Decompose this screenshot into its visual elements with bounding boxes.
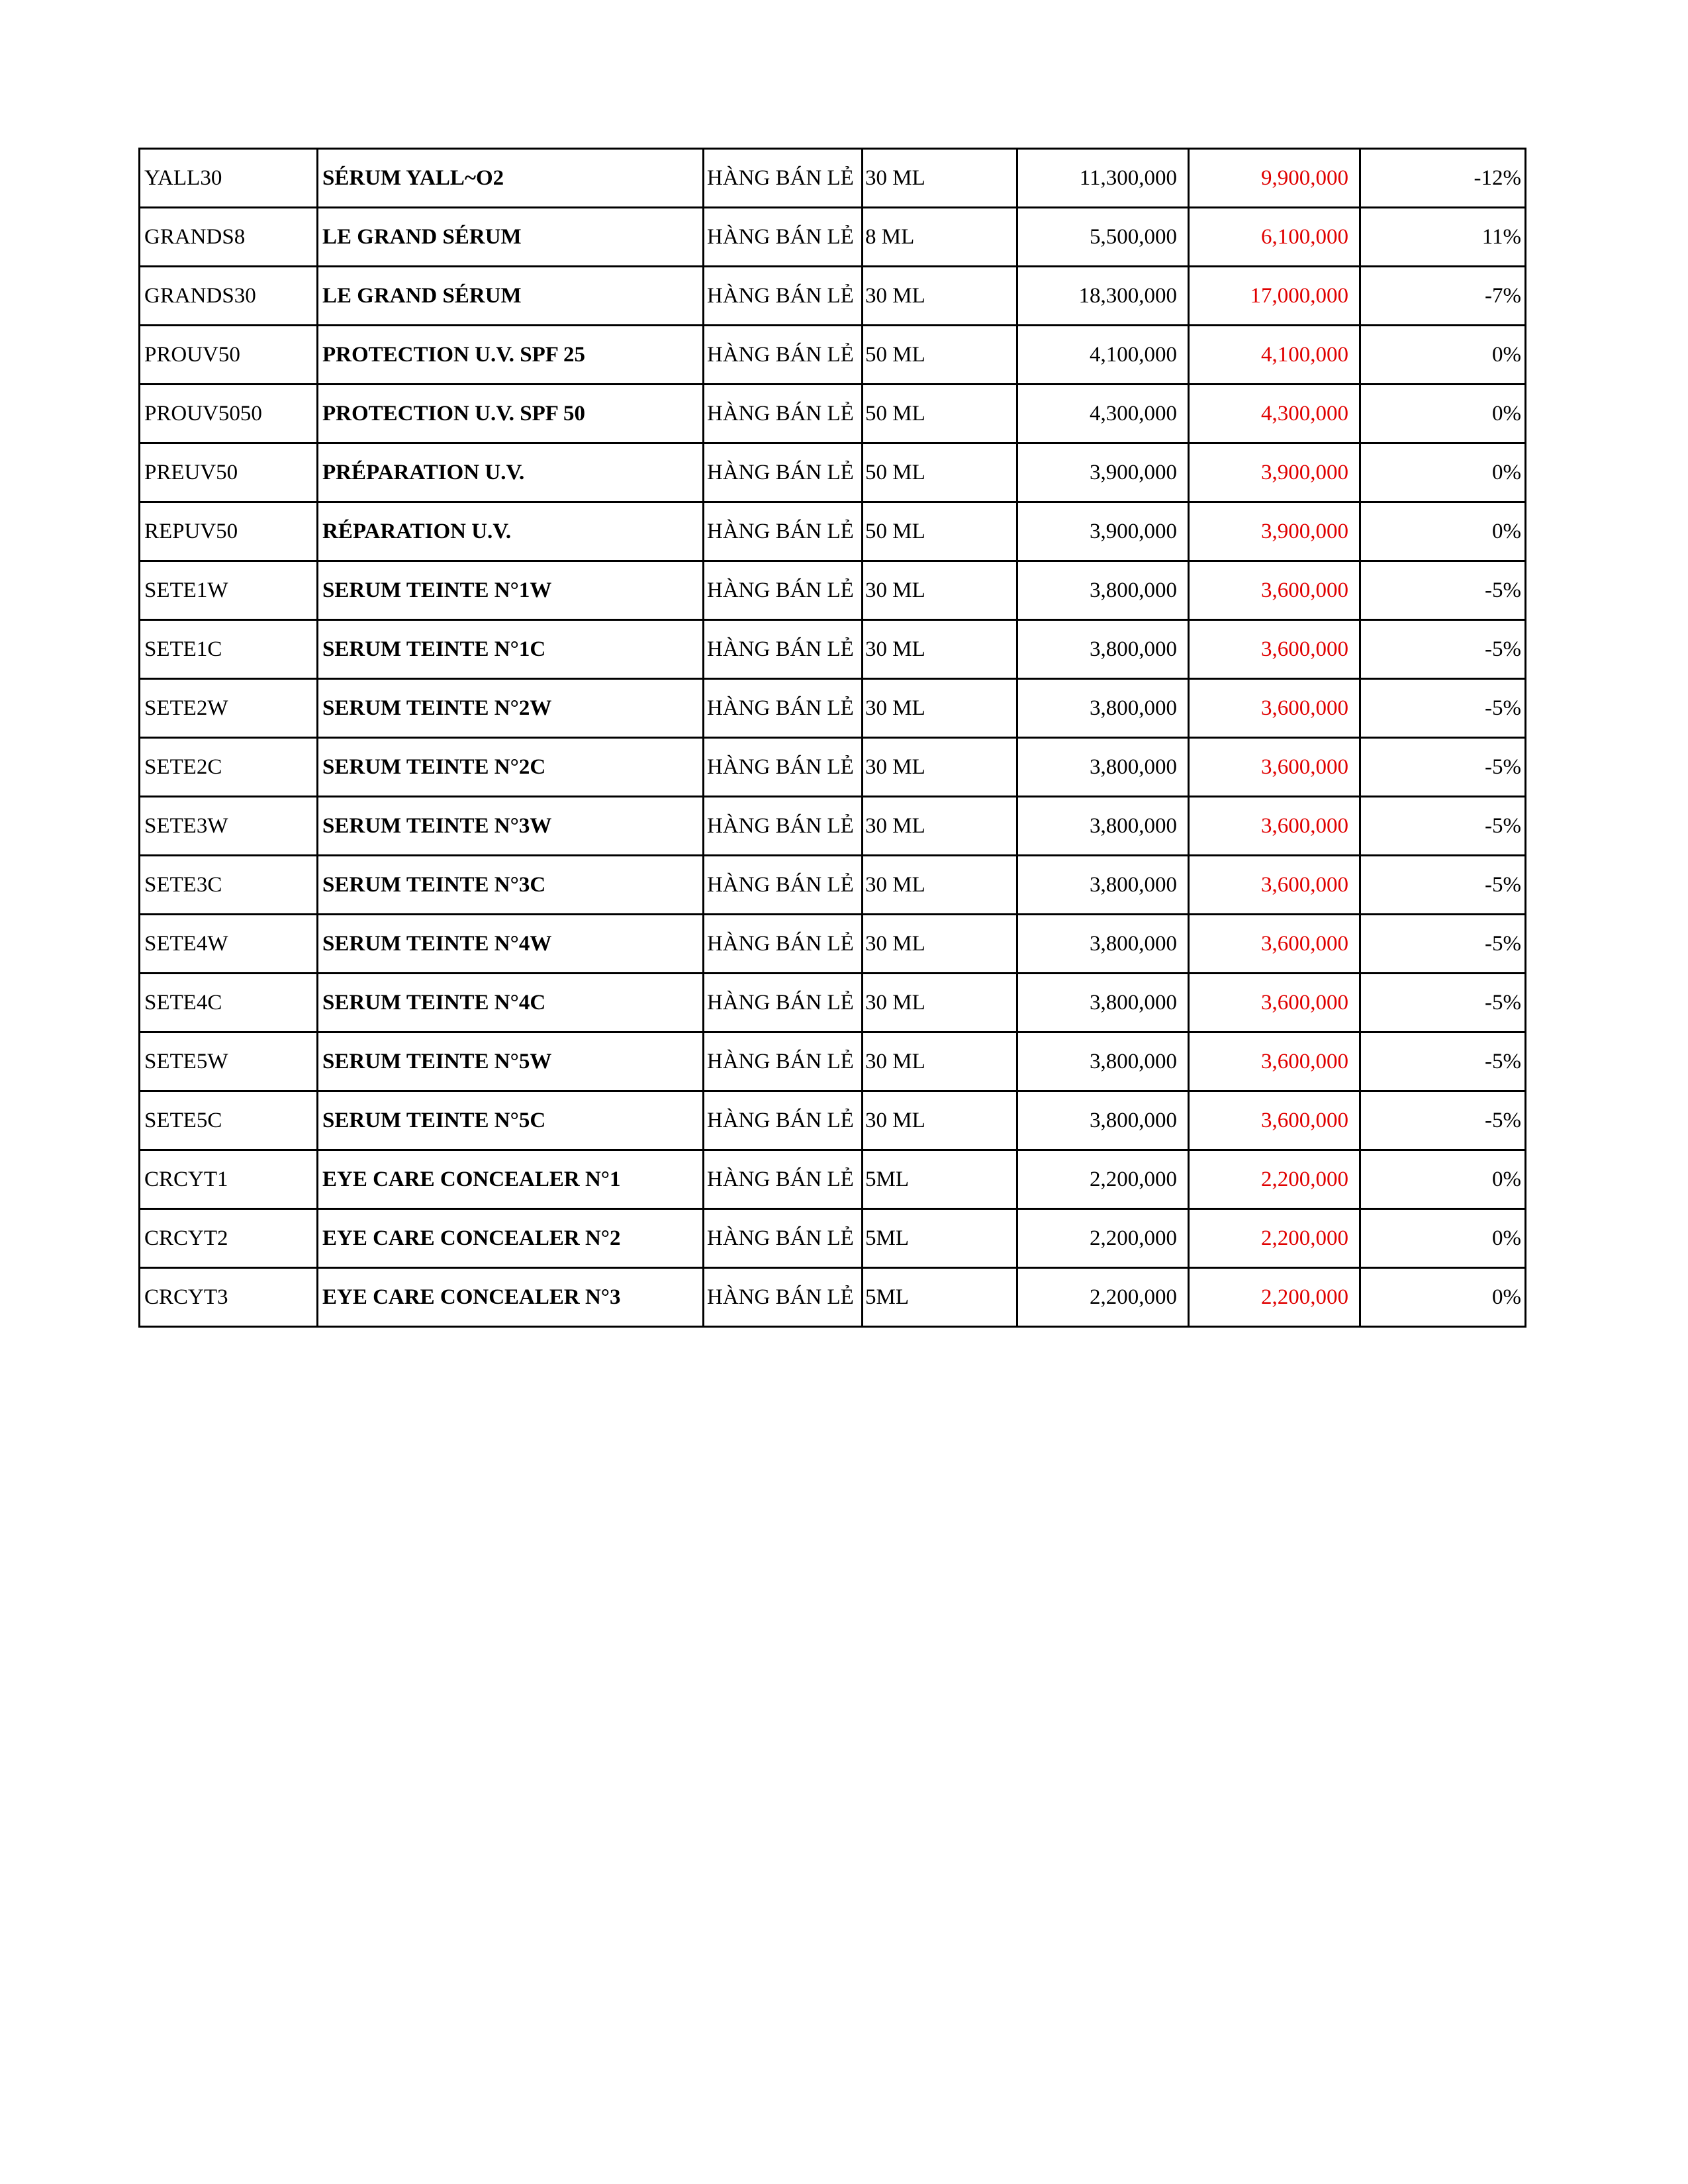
new-price-cell: 3,900,000 [1189, 443, 1360, 502]
sale-type-cell: HÀNG BÁN LẺ [704, 385, 863, 443]
new-price-cell: 3,600,000 [1189, 974, 1360, 1032]
product-name-cell: SERUM TEINTE N°3W [318, 797, 704, 856]
price-change-cell: 0% [1360, 1150, 1526, 1209]
old-price-cell: 3,800,000 [1017, 620, 1189, 679]
old-price-cell: 3,800,000 [1017, 679, 1189, 738]
product-code-cell: YALL30 [140, 149, 318, 208]
new-price-cell: 3,600,000 [1189, 679, 1360, 738]
product-code-cell: SETE4C [140, 974, 318, 1032]
size-cell: 30 ML [863, 679, 1017, 738]
sale-type-cell: HÀNG BÁN LẺ [704, 1150, 863, 1209]
size-cell: 30 ML [863, 267, 1017, 326]
product-code-cell: SETE5C [140, 1091, 318, 1150]
product-name-cell: RÉPARATION U.V. [318, 502, 704, 561]
size-cell: 5ML [863, 1268, 1017, 1327]
price-change-cell: 0% [1360, 1209, 1526, 1268]
price-change-cell: -5% [1360, 620, 1526, 679]
price-change-cell: -12% [1360, 149, 1526, 208]
old-price-cell: 4,300,000 [1017, 385, 1189, 443]
table-row [140, 267, 1526, 326]
price-change-cell: -5% [1360, 1091, 1526, 1150]
sale-type-cell: HÀNG BÁN LẺ [704, 208, 863, 267]
size-cell: 50 ML [863, 385, 1017, 443]
product-code-cell: REPUV50 [140, 502, 318, 561]
table-row [140, 856, 1526, 915]
old-price-cell: 3,800,000 [1017, 797, 1189, 856]
price-change-cell: -5% [1360, 856, 1526, 915]
product-code-cell: SETE1W [140, 561, 318, 620]
old-price-cell: 3,800,000 [1017, 561, 1189, 620]
sale-type-cell: HÀNG BÁN LẺ [704, 974, 863, 1032]
price-change-cell: -5% [1360, 679, 1526, 738]
product-code-cell: SETE2C [140, 738, 318, 797]
price-change-cell: 0% [1360, 1268, 1526, 1327]
table-row [140, 443, 1526, 502]
product-code-cell: CRCYT3 [140, 1268, 318, 1327]
sale-type-cell: HÀNG BÁN LẺ [704, 1032, 863, 1091]
product-code-cell: SETE2W [140, 679, 318, 738]
product-name-cell: SERUM TEINTE N°5C [318, 1091, 704, 1150]
table-body [140, 149, 1526, 1327]
product-code-cell: CRCYT1 [140, 1150, 318, 1209]
product-code-cell: SETE1C [140, 620, 318, 679]
size-cell: 5ML [863, 1209, 1017, 1268]
size-cell: 30 ML [863, 561, 1017, 620]
price-change-cell: -5% [1360, 974, 1526, 1032]
new-price-cell: 6,100,000 [1189, 208, 1360, 267]
new-price-cell: 17,000,000 [1189, 267, 1360, 326]
table-row [140, 1091, 1526, 1150]
product-code-cell: CRCYT2 [140, 1209, 318, 1268]
sale-type-cell: HÀNG BÁN LẺ [704, 1209, 863, 1268]
size-cell: 30 ML [863, 856, 1017, 915]
old-price-cell: 3,900,000 [1017, 502, 1189, 561]
size-cell: 30 ML [863, 1091, 1017, 1150]
product-name-cell: PROTECTION U.V. SPF 50 [318, 385, 704, 443]
old-price-cell: 2,200,000 [1017, 1268, 1189, 1327]
price-change-cell: -5% [1360, 561, 1526, 620]
size-cell: 30 ML [863, 620, 1017, 679]
old-price-cell: 3,800,000 [1017, 738, 1189, 797]
new-price-cell: 2,200,000 [1189, 1268, 1360, 1327]
size-cell: 50 ML [863, 326, 1017, 385]
sale-type-cell: HÀNG BÁN LẺ [704, 502, 863, 561]
old-price-cell: 3,800,000 [1017, 1091, 1189, 1150]
table-row [140, 561, 1526, 620]
price-change-cell: -5% [1360, 797, 1526, 856]
old-price-cell: 3,800,000 [1017, 915, 1189, 974]
sale-type-cell: HÀNG BÁN LẺ [704, 561, 863, 620]
sale-type-cell: HÀNG BÁN LẺ [704, 738, 863, 797]
sale-type-cell: HÀNG BÁN LẺ [704, 915, 863, 974]
old-price-cell: 2,200,000 [1017, 1209, 1189, 1268]
price-change-cell: 0% [1360, 502, 1526, 561]
product-code-cell: GRANDS30 [140, 267, 318, 326]
sale-type-cell: HÀNG BÁN LẺ [704, 797, 863, 856]
new-price-cell: 2,200,000 [1189, 1150, 1360, 1209]
size-cell: 30 ML [863, 149, 1017, 208]
new-price-cell: 3,600,000 [1189, 738, 1360, 797]
size-cell: 30 ML [863, 738, 1017, 797]
table-row [140, 1209, 1526, 1268]
sale-type-cell: HÀNG BÁN LẺ [704, 1091, 863, 1150]
product-name-cell: SERUM TEINTE N°4W [318, 915, 704, 974]
sale-type-cell: HÀNG BÁN LẺ [704, 679, 863, 738]
product-code-cell: GRANDS8 [140, 208, 318, 267]
price-change-cell: 0% [1360, 443, 1526, 502]
old-price-cell: 3,800,000 [1017, 1032, 1189, 1091]
table-row [140, 974, 1526, 1032]
table-row [140, 1268, 1526, 1327]
product-code-cell: PREUV50 [140, 443, 318, 502]
new-price-cell: 4,100,000 [1189, 326, 1360, 385]
product-code-cell: SETE4W [140, 915, 318, 974]
price-change-cell: 0% [1360, 326, 1526, 385]
product-name-cell: LE GRAND SÉRUM [318, 208, 704, 267]
table-row [140, 149, 1526, 208]
sale-type-cell: HÀNG BÁN LẺ [704, 149, 863, 208]
price-change-cell: -5% [1360, 1032, 1526, 1091]
new-price-cell: 3,600,000 [1189, 620, 1360, 679]
old-price-cell: 18,300,000 [1017, 267, 1189, 326]
product-name-cell: LE GRAND SÉRUM [318, 267, 704, 326]
sale-type-cell: HÀNG BÁN LẺ [704, 326, 863, 385]
product-name-cell: SERUM TEINTE N°1C [318, 620, 704, 679]
table-row [140, 1032, 1526, 1091]
new-price-cell: 4,300,000 [1189, 385, 1360, 443]
sale-type-cell: HÀNG BÁN LẺ [704, 267, 863, 326]
product-name-cell: SERUM TEINTE N°3C [318, 856, 704, 915]
size-cell: 30 ML [863, 974, 1017, 1032]
table-row [140, 326, 1526, 385]
old-price-cell: 3,900,000 [1017, 443, 1189, 502]
price-change-cell: 11% [1360, 208, 1526, 267]
old-price-cell: 11,300,000 [1017, 149, 1189, 208]
table-row [140, 1150, 1526, 1209]
new-price-cell: 3,600,000 [1189, 1032, 1360, 1091]
price-change-cell: -5% [1360, 738, 1526, 797]
price-table [138, 148, 1526, 1328]
old-price-cell: 4,100,000 [1017, 326, 1189, 385]
new-price-cell: 3,600,000 [1189, 797, 1360, 856]
price-change-cell: 0% [1360, 385, 1526, 443]
product-name-cell: SERUM TEINTE N°1W [318, 561, 704, 620]
size-cell: 8 ML [863, 208, 1017, 267]
table-row [140, 620, 1526, 679]
new-price-cell: 3,900,000 [1189, 502, 1360, 561]
size-cell: 30 ML [863, 1032, 1017, 1091]
new-price-cell: 3,600,000 [1189, 915, 1360, 974]
product-name-cell: PROTECTION U.V. SPF 25 [318, 326, 704, 385]
price-change-cell: -5% [1360, 915, 1526, 974]
table-row [140, 385, 1526, 443]
new-price-cell: 3,600,000 [1189, 1091, 1360, 1150]
product-code-cell: PROUV5050 [140, 385, 318, 443]
table-row [140, 797, 1526, 856]
product-name-cell: SERUM TEINTE N°2C [318, 738, 704, 797]
new-price-cell: 2,200,000 [1189, 1209, 1360, 1268]
new-price-cell: 3,600,000 [1189, 856, 1360, 915]
size-cell: 5ML [863, 1150, 1017, 1209]
size-cell: 50 ML [863, 502, 1017, 561]
table-row [140, 915, 1526, 974]
new-price-cell: 9,900,000 [1189, 149, 1360, 208]
old-price-cell: 3,800,000 [1017, 974, 1189, 1032]
product-code-cell: SETE5W [140, 1032, 318, 1091]
table-row [140, 502, 1526, 561]
sale-type-cell: HÀNG BÁN LẺ [704, 856, 863, 915]
product-code-cell: PROUV50 [140, 326, 318, 385]
product-name-cell: SERUM TEINTE N°4C [318, 974, 704, 1032]
table-row [140, 738, 1526, 797]
product-code-cell: SETE3C [140, 856, 318, 915]
old-price-cell: 2,200,000 [1017, 1150, 1189, 1209]
sale-type-cell: HÀNG BÁN LẺ [704, 1268, 863, 1327]
old-price-cell: 3,800,000 [1017, 856, 1189, 915]
table-row [140, 208, 1526, 267]
size-cell: 30 ML [863, 915, 1017, 974]
sale-type-cell: HÀNG BÁN LẺ [704, 443, 863, 502]
product-name-cell: EYE CARE CONCEALER N°1 [318, 1150, 704, 1209]
product-name-cell: PRÉPARATION U.V. [318, 443, 704, 502]
new-price-cell: 3,600,000 [1189, 561, 1360, 620]
price-change-cell: -7% [1360, 267, 1526, 326]
product-name-cell: EYE CARE CONCEALER N°2 [318, 1209, 704, 1268]
product-name-cell: SERUM TEINTE N°5W [318, 1032, 704, 1091]
product-name-cell: SÉRUM YALL~O2 [318, 149, 704, 208]
table-row [140, 679, 1526, 738]
product-name-cell: EYE CARE CONCEALER N°3 [318, 1268, 704, 1327]
product-name-cell: SERUM TEINTE N°2W [318, 679, 704, 738]
size-cell: 30 ML [863, 797, 1017, 856]
old-price-cell: 5,500,000 [1017, 208, 1189, 267]
product-code-cell: SETE3W [140, 797, 318, 856]
sale-type-cell: HÀNG BÁN LẺ [704, 620, 863, 679]
size-cell: 50 ML [863, 443, 1017, 502]
